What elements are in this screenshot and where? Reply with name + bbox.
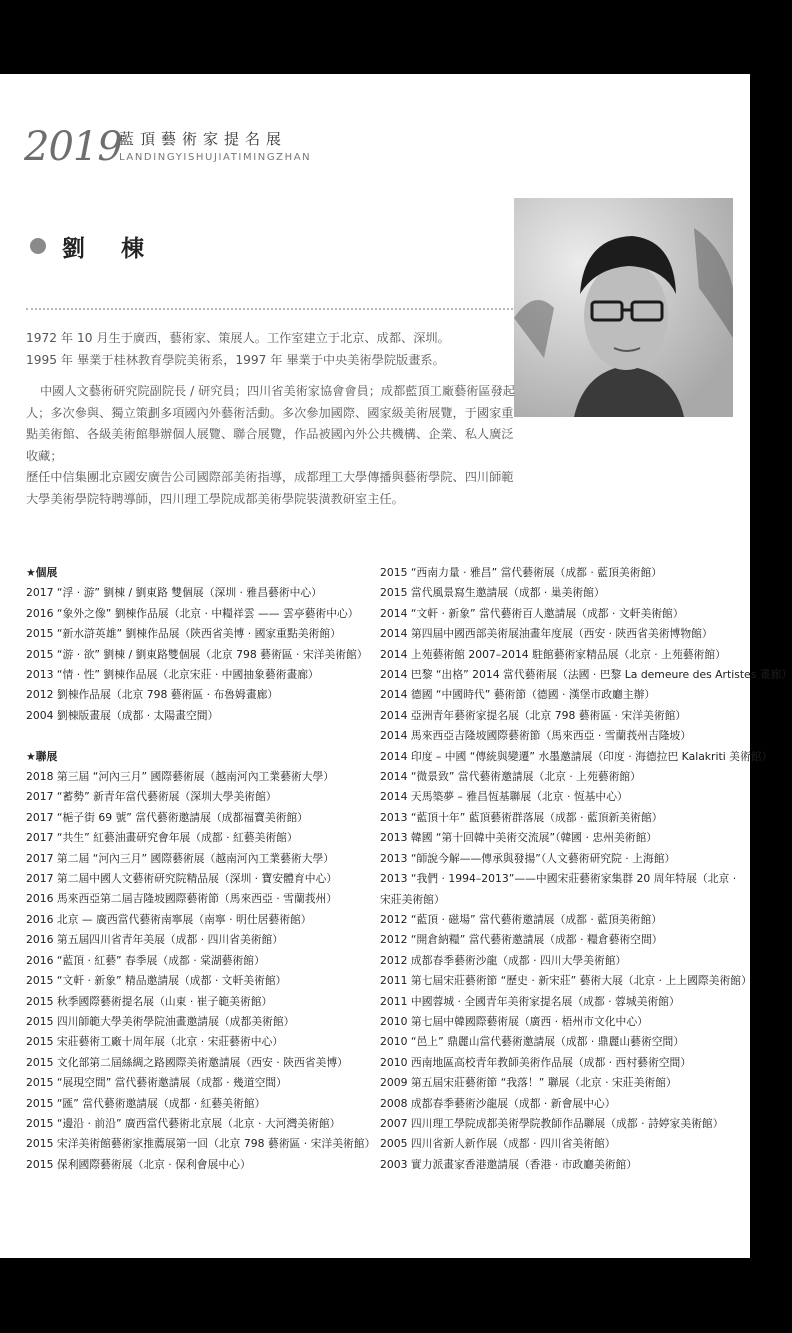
document-page [0,74,792,1258]
bio-education: 1995 年 畢業于桂林教育學院美術系，1997 年 畢業于中央美術學院版畫系。 [26,352,445,367]
list-item: 2015 “游 · 欲” 劉棟 / 劉東路雙個展（北京 798 藝術區 · 宋洋美術館） [26,647,368,661]
list-item: 2015 宋洋美術館藝術家推薦展第一回（北京 798 藝術區 · 宋洋美術館） [26,1137,376,1151]
artist-portrait [514,198,733,417]
list-item: 2015 “新水滸英雄” 劉棟作品展（陝西省美博 · 國家重點美術館） [26,627,341,641]
list-item: 2012 劉棟作品展（北京 798 藝術區 · 布魯姆畫廊） [26,688,279,702]
list-item: 2010 “邑上” 鼎麗山當代藝術邀請展（成都 · 鼎麗山藝術空間） [380,1035,685,1049]
list-item: 2015 保利國際藝術展（北京 · 保利會展中心） [26,1157,251,1171]
list-item: 2014 第四屆中國西部美術展油畫年度展（西安 · 陝西省美術博物館） [380,627,713,641]
list-item: 2014 德國 “中國時代” 藝術節（德國 · 漢堡市政廳主辦） [380,688,656,702]
header-title: 藍頂藝術家提名展 [119,130,288,148]
list-item: 2007 四川理工學院成都美術學院教師作品聯展（成都 · 詩婷家美術館） [380,1116,724,1130]
list-item: 2004 劉棟版畫展（成都 · 太陽畫空間） [26,708,219,722]
list-item: 2017 第二屆中國人文藝術研究院精品展（深圳 · 寶安體育中心） [26,872,338,886]
list-item: 2013 韓國 “第十回韓中美術交流展”（韓國 · 忠州美術館） [380,831,658,845]
list-item: 2015 秋季國際藝術提名展（山東 · 崔子範美術館） [26,994,273,1008]
list-item: 2016 “藍頂 · 紅藝” 春季展（成都 · 棠湖藝術館） [26,953,265,967]
list-item: 2016 北京 — 廣西當代藝術南寧展（南寧 · 明仕居藝術館） [26,912,312,926]
list-item: 2014 馬來西亞吉隆坡國際藝術節（馬來西亞 · 雪蘭莪州吉隆坡） [380,729,692,743]
list-item: 2008 成都春季藝術沙龍展（成都 · 新會展中心） [380,1096,616,1110]
list-item: 2015 四川師範大學美術學院油畫邀請展（成都美術館） [26,1014,295,1028]
list-item: 2017 “共生” 紅藝油畫研究會年展（成都 · 紅藝美術館） [26,831,298,845]
list-item: 2015 當代風景寫生邀請展（成都 · 巢美術館） [380,586,605,600]
list-item: 2014 亞洲青年藝術家提名展（北京 798 藝術區 · 宋洋美術館） [380,708,687,722]
list-item: 2014 印度 – 中國 “傳統與變遷” 水墨邀請展（印度 · 海德拉巴 Kalakriti 美術館） [380,749,773,763]
list-item: 2018 第三屆 “河內三月” 國際藝術展（越南河內工業藝術大學） [26,770,335,784]
header-year: 2019 [24,124,122,170]
list-item: 2013 “情 · 性” 劉棟作品展（北京宋莊 · 中國抽象藝術畫廊） [26,668,319,682]
list-item: 2015 宋莊藝術工廠十周年展（北京 · 宋莊藝術中心） [26,1035,284,1049]
header-subtitle: LANDINGYISHUJIATIMINGZHAN [119,152,312,163]
list-item: 2010 西南地區高校青年教師美術作品展（成都 · 西村藝術空間） [380,1055,692,1069]
list-item: 2012 “藍頂 · 磁場” 當代藝術邀請展（成都 · 藍頂美術館） [380,912,663,926]
list-item: 2017 第二屆 “河內三月” 國際藝術展（越南河內工業藝術大學） [26,851,335,865]
list-item: 2015 “匯” 當代藝術邀請展（成都 · 紅藝美術館） [26,1096,266,1110]
exhibitions-left-column [26,563,376,1175]
list-item: 2017 “梔子街 69 號” 當代藝術邀請展（成都福寶美術館） [26,810,309,824]
list-item: 2003 實力派畫家香港邀請展（香港 · 市政廳美術館） [380,1157,638,1171]
list-item: 2016 第五屆四川省青年美展（成都 · 四川省美術館） [26,933,284,947]
bio-birth: 1972 年 10 月生于廣西，藝術家、策展人。工作室建立于北京、成都、深圳。 [26,331,450,345]
bio-career: 歷任中信集團北京國安廣告公司國際部美術指導，成都理工大學傳播與藝術學院、四川師範大學美術學院特聘導師，四川理工學院成都美術學院裝潢教研室主任。 [26,470,514,506]
list-item: 2013 “我們 · 1994–2013”——中國宋莊藝術家集群 20 周年特展（北京 · 宋莊美術館） [380,872,737,906]
list-item: 2011 第七屆宋莊藝術節 “歷史 · 新宋莊” 藝術大展（北京 · 上上國際美術館） [380,974,752,988]
list-item: 2010 第七屆中韓國際藝術展（廣西 · 梧州市文化中心） [380,1014,648,1028]
list-item: 2014 “文軒 · 新象” 當代藝術百人邀請展（成都 · 文軒美術館） [380,606,684,620]
list-item: 2017 “蓄勢” 新青年當代藝術展（深圳大學美術館） [26,790,277,804]
list-item: 2015 文化部第二屆絲綢之路國際美術邀請展（西安 · 陝西省美博） [26,1055,348,1069]
list-item: 2014 “微景致” 當代藝術邀請展（北京 · 上苑藝術館） [380,770,641,784]
list-item: 2012 成都春季藝術沙龍（成都 · 四川大學美術館） [380,953,627,967]
artist-name: 劉 棟 [62,236,159,262]
list-item: 2013 “藍頂十年” 藍頂藝術群落展（成都 · 藍頂新美術館） [380,810,663,824]
list-item: 2013 “師說今解——傳承與發揚”（人文藝術研究院 · 上海館） [380,851,676,865]
list-item: 2005 四川省新人新作展（成都 · 四川省美術館） [380,1137,616,1151]
list-item: 2012 “開倉納糧” 當代藝術邀請展（成都 · 糧倉藝術空間） [380,933,663,947]
list-item: 2009 第五屆宋莊藝術節 “我落！” 聯展（北京 · 宋莊美術館） [380,1076,677,1090]
list-item: 2011 中國蓉城 · 全國青年美術家提名展（成都 · 蓉城美術館） [380,994,680,1008]
bullet-dot-icon [30,238,46,254]
exhibitions-right-column [380,563,792,1175]
biography [26,328,516,510]
list-item: 2015 “文軒 · 新象” 精品邀請展（成都 · 文軒美術館） [26,974,287,988]
list-item: 2014 巴黎 “出格” 2014 當代藝術展（法國 · 巴黎 La demeure des Artistes 畫廊） [380,668,792,682]
list-item: 2016 馬來西亞第二屆吉隆坡國際藝術節（馬來西亞 · 雪蘭莪州） [26,892,338,906]
list-item: 2014 上苑藝術館 2007–2014 駐館藝術家精品展（北京 · 上苑藝術館） [380,647,726,661]
list-item: 2017 “浮 · 游” 劉棟 / 劉東路 雙個展（深圳 · 雅昌藝術中心） [26,586,322,600]
bottom-black-bar [0,1258,750,1333]
list-item: 2016 “象外之像” 劉棟作品展（北京 · 中糧祥雲 —— 雲亭藝術中心） [26,606,359,620]
solo-heading: ★個展 [26,566,58,579]
list-item: 2015 “西南力量 · 雅昌” 當代藝術展（成都 · 藍頂美術館） [380,566,663,579]
list-item: 2014 天馬築夢 – 雅昌恆基聯展（北京 · 恆基中心） [380,790,628,804]
dotted-divider [26,308,521,310]
list-item: 2015 “邊沿 · 前沿” 廣西當代藝術北京展（北京 · 大河灣美術館） [26,1116,341,1130]
list-item: 2015 “展現空間” 當代藝術邀請展（成都 · 幾道空間） [26,1076,287,1090]
portrait-photo-icon [514,198,733,417]
group-heading: ★聯展 [26,749,58,763]
bio-positions: 中國人文藝術研究院副院長 / 研究員；四川省美術家協會會員；成都藍頂工廠藝術區發起人；多次參與、獨立策劃多項國內外藝術活動。多次參加國際、國家級美術展覽，于國家重點美術館、各級美術館舉辦個人展覽、聯合展覽，作品被國內外公共機構、企業、私人廣泛收藏； [26,384,515,463]
top-black-bar [0,0,750,74]
